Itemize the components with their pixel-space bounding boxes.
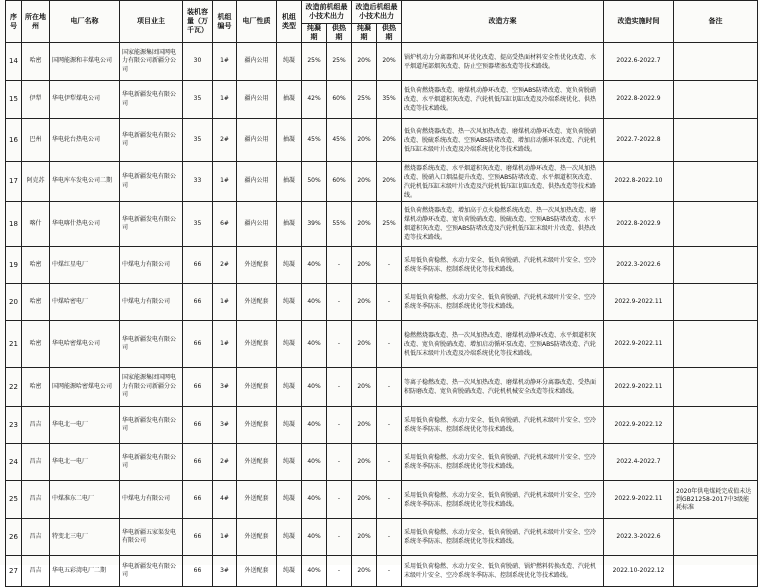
cell-period: 2022.4-2022.7: [604, 444, 674, 481]
cell-before-pure: 45%: [302, 119, 327, 162]
cell-owner: 华电新疆五家渠发电有限公司: [120, 519, 183, 556]
cell-after-heating: 35%: [377, 81, 402, 119]
cell-owner: 中煤电力有限公司: [120, 247, 183, 284]
cell-period: 2022.8-2022.9: [604, 202, 674, 247]
cell-after-pure: 20%: [352, 43, 377, 81]
cell-owner: 华电新疆发电有限公司: [120, 556, 183, 587]
cell-note: [674, 368, 758, 407]
cell-note: [674, 407, 758, 444]
cell-before-pure: 40%: [302, 321, 327, 368]
cell-period: 2022.3-2022.6: [604, 247, 674, 284]
cell-unit-no: 1#: [213, 43, 237, 81]
cell-note: [674, 519, 758, 556]
cell-after-heating: -: [377, 444, 402, 481]
cell-unit-type: 纯凝: [277, 43, 302, 81]
table-row: [6, 43, 758, 81]
cell-before-heating: -: [327, 321, 352, 368]
cell-nature: 外送配套: [237, 321, 277, 368]
cell-capacity: 30: [183, 43, 213, 81]
cell-location: 阿克苏: [22, 162, 50, 202]
cell-plan: 燃烧器系统改造、水平烟道积灰改造、磨煤机动静环改造、热一次风加热改造、脱硝入口烟温提升改造、空预ABS防堵改造、水平烟道积灰改造、汽轮机低压缸末级叶片改造及汽轮机低压缸切缸改造、供热改造等技术路线。: [402, 162, 604, 202]
cell-capacity: 66: [183, 407, 213, 444]
cell-seq: 14: [6, 43, 22, 81]
cell-plant: 华电轮台热电公司: [50, 119, 120, 162]
cell-after-pure: 20%: [352, 247, 377, 284]
cell-unit-type: 纯凝: [277, 481, 302, 519]
cell-nature: 外送配套: [237, 368, 277, 407]
cell-before-pure: 50%: [302, 162, 327, 202]
col-owner: 项目业主: [120, 1, 183, 43]
cell-after-heating: -: [377, 321, 402, 368]
cell-before-pure: 39%: [302, 202, 327, 247]
table-row: [6, 481, 758, 519]
cell-note: [674, 43, 758, 81]
cell-plan: 稳燃燃烧器改造、热一次风加热改造、磨煤机动静环改造、水平烟道积灰改造、宽负荷脱硝改造、增加启动循环泵改造、空预ABS防堵改造、汽轮机低压末级叶片改造及冷端系统优化等技术路线。: [402, 321, 604, 368]
cell-plan: 采用低负荷稳燃、水动力安全、低负荷脱硝、汽轮机末级叶片安全、空冷系统冬季防冻、控制系统优化等技术路线。: [402, 247, 604, 284]
cell-nature: 外送配套: [237, 481, 277, 519]
cell-before-heating: -: [327, 284, 352, 321]
cell-before-heating: -: [327, 556, 352, 587]
cell-plan: 低负荷燃烧器改造、增加高于点火稳燃系统改造、热一次风加热改造、磨煤机动静环改造、宽负荷脱硝改造、脱硫改造、空预ABS防堵改造、水平烟道积灰改造、空预ABS防堵改造及汽轮机低压缸末级叶片改造、供热改造等技术路线。: [402, 202, 604, 247]
cell-plan: 采用低负荷稳燃、水动力安全、低负荷脱硝、汽轮机末级叶片安全、空冷系统冬季防冻、控制系统优化等技术路线。: [402, 444, 604, 481]
cell-before-heating: -: [327, 247, 352, 284]
cell-plan: 采用低负荷稳燃、水动力安全、低负荷脱硝、汽轮机末级叶片安全、空冷系统冬季防冻、控制系统优化等技术路线。: [402, 284, 604, 321]
cell-period: 2022.9-2022.11: [604, 481, 674, 519]
col-nature: 电厂性质: [237, 1, 277, 43]
col-location: 所在地州: [22, 1, 50, 43]
cell-capacity: 33: [183, 162, 213, 202]
cell-unit-no: 2#: [213, 247, 237, 284]
cell-location: 伊犁: [22, 81, 50, 119]
cell-location: 昌吉: [22, 556, 50, 587]
cell-location: 昌吉: [22, 519, 50, 556]
cell-note: 2020年供电煤耗完成值未达到GB21258-2017中3级能耗标准: [674, 481, 758, 519]
cell-unit-type: 纯凝: [277, 519, 302, 556]
cell-plan: 采用低负荷稳燃、水动力安全、低负荷脱硝、汽轮机末级叶片安全、空冷系统冬季防冻、控制系统优化等技术路线。: [402, 519, 604, 556]
cell-period: 2022.3-2022.6: [604, 519, 674, 556]
cell-plant: 中煤哈密电厂: [50, 284, 120, 321]
cell-before-heating: 55%: [327, 202, 352, 247]
cell-owner: 华电新疆发电有限公司: [120, 81, 183, 119]
cell-owner: 中煤电力有限公司: [120, 284, 183, 321]
cell-unit-type: 纯凝: [277, 321, 302, 368]
table-row: [6, 368, 758, 407]
cell-plant: 华电喀什热电公司: [50, 202, 120, 247]
cell-seq: 17: [6, 162, 22, 202]
cell-nature: 疆内公用: [237, 162, 277, 202]
cell-capacity: 66: [183, 444, 213, 481]
cell-owner: 国家能源集团国网电力有限公司新疆分公司: [120, 368, 183, 407]
cell-after-heating: -: [377, 481, 402, 519]
cell-unit-no: 3#: [213, 368, 237, 407]
cell-plant: 华电北一电厂: [50, 407, 120, 444]
table-row: [6, 444, 758, 481]
cell-plant: 特变北三电厂: [50, 519, 120, 556]
cell-plant: 中煤准东二电厂: [50, 481, 120, 519]
cell-before-pure: 40%: [302, 556, 327, 587]
cell-period: 2022.9-2022.11: [604, 321, 674, 368]
cell-before-pure: 25%: [302, 43, 327, 81]
cell-capacity: 66: [183, 368, 213, 407]
cell-unit-no: 1#: [213, 284, 237, 321]
cell-plan: 采用低负荷稳燃、水动力安全、低负荷脱硝、锅炉燃料转换改造、汽轮机末级叶片安全、空冷系统冬季防冻、控制系统优化等技术路线。: [402, 556, 604, 587]
cell-after-heating: 25%: [377, 202, 402, 247]
cell-unit-no: 1#: [213, 81, 237, 119]
cell-location: 哈密: [22, 321, 50, 368]
cell-nature: 外送配套: [237, 519, 277, 556]
cell-location: 哈密: [22, 43, 50, 81]
cell-period: 2022.10-2022.12: [604, 556, 674, 587]
cell-unit-type: 纯凝: [277, 407, 302, 444]
cell-seq: 20: [6, 284, 22, 321]
cell-plan: 等离子稳燃改造、热一次风加热改造、磨煤机动静环分离器改造、受热面积防磨改造、宽负荷脱硝改造、汽轮机机械安全改造等技术路线。: [402, 368, 604, 407]
cell-nature: 外送配套: [237, 284, 277, 321]
cell-seq: 19: [6, 247, 22, 284]
cell-before-pure: 42%: [302, 81, 327, 119]
cell-unit-type: 抽凝: [277, 119, 302, 162]
cell-unit-no: 1#: [213, 321, 237, 368]
cell-note: [674, 247, 758, 284]
cell-period: 2022.6-2022.7: [604, 43, 674, 81]
cell-capacity: 66: [183, 519, 213, 556]
cell-seq: 18: [6, 202, 22, 247]
col-after-group: 改造后机组最小技术出力: [352, 1, 402, 24]
cell-note: [674, 284, 758, 321]
cell-owner: 华电新疆发电有限公司: [120, 444, 183, 481]
table-row: [6, 321, 758, 368]
cell-period: 2022.9-2022.11: [604, 368, 674, 407]
cell-plan: 低负荷燃烧器改造、磨煤机动静环改造、空预ABS防堵改造、宽负荷脱硝改造、水平烟道积灰改造、汽轮机低压缸切缸改造及冷端系统优化、供热改造等技术路线。: [402, 81, 604, 119]
cell-after-heating: -: [377, 556, 402, 587]
cell-plan: 采用低负荷稳燃、水动力安全、低负荷脱硝、汽轮机末级叶片安全、空冷系统冬季防冻、控制系统优化等技术路线。: [402, 481, 604, 519]
cell-period: 2022.8-2022.9: [604, 81, 674, 119]
cell-capacity: 35: [183, 202, 213, 247]
cell-after-pure: 25%: [352, 81, 377, 119]
cell-seq: 24: [6, 444, 22, 481]
cell-after-pure: 20%: [352, 284, 377, 321]
cell-seq: 26: [6, 519, 22, 556]
cell-capacity: 66: [183, 321, 213, 368]
cell-before-pure: 40%: [302, 368, 327, 407]
cell-owner: 华电新疆发电有限公司: [120, 321, 183, 368]
cell-nature: 外送配套: [237, 444, 277, 481]
cell-capacity: 66: [183, 284, 213, 321]
cell-nature: 外送配套: [237, 407, 277, 444]
col-before-group: 改造前机组最小技术出力: [302, 1, 352, 24]
col-plant: 电厂名称: [50, 1, 120, 43]
cell-after-heating: 20%: [377, 162, 402, 202]
cell-after-pure: 20%: [352, 519, 377, 556]
cell-location: 昌吉: [22, 407, 50, 444]
cell-before-heating: -: [327, 368, 352, 407]
table-row: [6, 247, 758, 284]
cell-capacity: 66: [183, 556, 213, 587]
cell-plant: 国网能源哈密煤电公司: [50, 368, 120, 407]
cell-seq: 15: [6, 81, 22, 119]
cell-nature: 外送配套: [237, 556, 277, 587]
cell-location: 巴州: [22, 119, 50, 162]
cell-location: 哈密: [22, 368, 50, 407]
cell-unit-no: 2#: [213, 444, 237, 481]
cell-unit-no: 6#: [213, 202, 237, 247]
cell-plant: 国网能源和丰煤电公司: [50, 43, 120, 81]
cell-after-pure: 20%: [352, 162, 377, 202]
cell-after-pure: 20%: [352, 444, 377, 481]
cell-period: 2022.8-2022.10: [604, 162, 674, 202]
cell-unit-no: 2#: [213, 119, 237, 162]
cell-owner: 中煤电力有限公司: [120, 481, 183, 519]
cell-after-pure: 20%: [352, 321, 377, 368]
col-seq: 序号: [6, 1, 22, 43]
cell-before-heating: 60%: [327, 81, 352, 119]
cell-plant: 华电伊犁煤电公司: [50, 81, 120, 119]
cell-unit-type: 纯凝: [277, 556, 302, 587]
cell-unit-no: 4#: [213, 481, 237, 519]
cell-plant: 华电五彩湾电厂二期: [50, 556, 120, 587]
cell-note: [674, 81, 758, 119]
cell-nature: 疆内公用: [237, 202, 277, 247]
cell-owner: 华电新疆发电有限公司: [120, 162, 183, 202]
cell-location: 昌吉: [22, 481, 50, 519]
col-before-heating: 供热期: [327, 24, 352, 43]
cell-note: [674, 444, 758, 481]
cell-unit-type: 纯凝: [277, 284, 302, 321]
cell-period: 2022.7-2022.8: [604, 119, 674, 162]
cell-after-pure: 20%: [352, 368, 377, 407]
table-row: [6, 407, 758, 444]
cell-seq: 27: [6, 556, 22, 587]
cell-before-heating: -: [327, 481, 352, 519]
cell-owner: 华电新疆发电有限公司: [120, 407, 183, 444]
cell-owner: 华电新疆发电有限公司: [120, 119, 183, 162]
cell-nature: 疆内公用: [237, 119, 277, 162]
table-row: [6, 162, 758, 202]
cell-seq: 23: [6, 407, 22, 444]
col-unit-no: 机组编号: [213, 1, 237, 43]
cell-unit-type: 纯凝: [277, 444, 302, 481]
col-note: 备注: [674, 1, 758, 43]
cell-unit-type: 抽凝: [277, 162, 302, 202]
cell-before-heating: 45%: [327, 119, 352, 162]
cell-seq: 21: [6, 321, 22, 368]
cell-period: 2022.9-2022.12: [604, 407, 674, 444]
cell-seq: 25: [6, 481, 22, 519]
col-before-pure: 纯凝期: [302, 24, 327, 43]
cell-before-pure: 40%: [302, 481, 327, 519]
cell-after-heating: -: [377, 407, 402, 444]
col-unit-type: 机组类型: [277, 1, 302, 43]
cell-seq: 16: [6, 119, 22, 162]
cell-before-pure: 40%: [302, 519, 327, 556]
table-row: [6, 81, 758, 119]
cell-unit-type: 抽凝: [277, 202, 302, 247]
cell-capacity: 66: [183, 247, 213, 284]
cell-after-heating: -: [377, 247, 402, 284]
cell-nature: 疆内公用: [237, 43, 277, 81]
table-row: [6, 556, 758, 587]
cell-location: 昌吉: [22, 444, 50, 481]
cell-after-heating: 20%: [377, 43, 402, 81]
cell-after-heating: -: [377, 368, 402, 407]
cell-note: [674, 321, 758, 368]
cell-after-pure: 20%: [352, 481, 377, 519]
cell-before-heating: -: [327, 444, 352, 481]
cell-period: 2022.9-2022.11: [604, 284, 674, 321]
table-row: [6, 119, 758, 162]
cell-capacity: 35: [183, 81, 213, 119]
cell-location: 喀什: [22, 202, 50, 247]
cell-unit-no: 3#: [213, 556, 237, 587]
cell-capacity: 35: [183, 119, 213, 162]
table-body: [6, 43, 758, 587]
cell-plan: 采用低负荷稳燃、水动力安全、低负荷脱硝、汽轮机末级叶片安全、空冷系统冬季防冻、控制系统优化等技术路线。: [402, 407, 604, 444]
col-after-heating: 供热期: [377, 24, 402, 43]
cell-before-heating: 60%: [327, 162, 352, 202]
cell-location: 哈密: [22, 247, 50, 284]
cell-plant: 华电北一电厂: [50, 444, 120, 481]
table-row: [6, 284, 758, 321]
cell-plant: 华电库车发电公司二期: [50, 162, 120, 202]
col-period: 改造实施时间: [604, 1, 674, 43]
cell-note: [674, 556, 758, 587]
cell-unit-type: 纯凝: [277, 247, 302, 284]
cell-capacity: 66: [183, 481, 213, 519]
cell-note: [674, 119, 758, 162]
cell-after-pure: 20%: [352, 556, 377, 587]
col-plan: 改造方案: [402, 1, 604, 43]
cell-nature: 疆内公用: [237, 81, 277, 119]
cell-unit-no: 3#: [213, 407, 237, 444]
cell-owner: 华电新疆发电有限公司: [120, 202, 183, 247]
table-row: [6, 519, 758, 556]
cell-after-heating: -: [377, 519, 402, 556]
table-row: [6, 202, 758, 247]
cell-before-pure: 40%: [302, 247, 327, 284]
cell-after-heating: -: [377, 284, 402, 321]
cell-note: [674, 162, 758, 202]
cell-after-heating: 20%: [377, 119, 402, 162]
cell-before-pure: 40%: [302, 407, 327, 444]
cell-before-heating: 25%: [327, 43, 352, 81]
col-after-pure: 纯凝期: [352, 24, 377, 43]
cell-unit-type: 抽凝: [277, 81, 302, 119]
cell-before-pure: 40%: [302, 444, 327, 481]
cell-unit-type: 纯凝: [277, 368, 302, 407]
cell-plant: 中煤红星电厂: [50, 247, 120, 284]
cell-after-pure: 20%: [352, 119, 377, 162]
cell-before-heating: -: [327, 407, 352, 444]
cell-plant: 华电哈密煤电公司: [50, 321, 120, 368]
col-capacity: 装机容量（万千瓦）: [183, 1, 213, 43]
cell-nature: 外送配套: [237, 247, 277, 284]
cell-owner: 国家能源集团国网电力有限公司新疆分公司: [120, 43, 183, 81]
cell-after-pure: 20%: [352, 202, 377, 247]
cell-before-pure: 40%: [302, 284, 327, 321]
retrofit-table: [5, 0, 758, 587]
cell-seq: 22: [6, 368, 22, 407]
cell-location: 哈密: [22, 284, 50, 321]
cell-plan: 低负荷燃烧器改造、热一次风加热改造、磨煤机动静环改造、宽负荷脱硝改造、脱硫系统改造、空预ABS防堵改造、增加启动循环泵改造、汽轮机低压缸末级叶片改造及冷端系统优化等技术路线。: [402, 119, 604, 162]
cell-unit-no: 1#: [213, 519, 237, 556]
cell-unit-no: 1#: [213, 162, 237, 202]
cell-before-heating: -: [327, 519, 352, 556]
cell-plan: 锅炉机动力分离器和风环优化改造、提高受热面材料安全性优化改造、水平烟道尾部烟灰改造、防止空预器堵塞改造等技术路线。: [402, 43, 604, 81]
cell-after-pure: 20%: [352, 407, 377, 444]
cell-note: [674, 202, 758, 247]
